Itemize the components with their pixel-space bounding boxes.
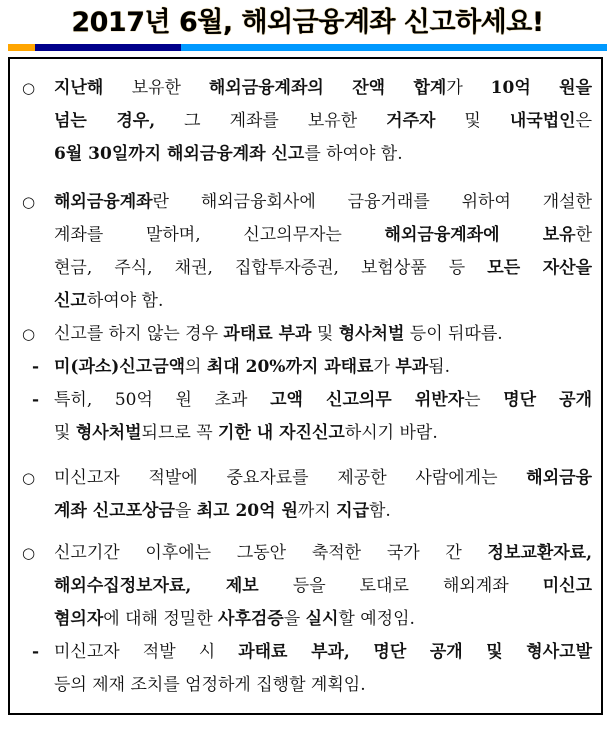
emphasis-text: 형사처벌 — [338, 324, 405, 344]
body-text: 그 계좌를 보유한 — [155, 111, 387, 131]
emphasis-text: 최대 20%까지 과태료 — [206, 357, 374, 377]
text-line — [22, 186, 592, 219]
text-line — [22, 636, 592, 669]
emphasis-text: 과태료 부과 — [223, 324, 312, 344]
bullet-paragraph — [22, 537, 592, 636]
emphasis-text: 내국법인 — [509, 111, 576, 131]
emphasis-text: 지난해 — [54, 78, 132, 98]
body-text: 신고를 하지 않는 경우 — [54, 324, 224, 344]
circle-bullet-icon: ○ — [22, 325, 36, 343]
body-text: 할 예정임. — [338, 609, 415, 629]
text-line — [22, 669, 592, 702]
body-text: 및 — [311, 324, 339, 344]
body-text: 까지 — [297, 501, 337, 521]
body-text: 란 해외금융회사에 금융거래를 위하여 개설한 — [152, 192, 592, 212]
text-line — [22, 351, 592, 384]
text-line — [22, 105, 592, 138]
dash-paragraph — [22, 636, 592, 702]
text-line — [22, 462, 592, 495]
dash-bullet-icon: - — [32, 642, 40, 662]
header-bar-sky — [181, 44, 607, 51]
dash-paragraph — [22, 351, 592, 384]
text-line — [22, 219, 592, 252]
body-text: 계좌를 말하며, 신고의무자는 — [54, 225, 385, 245]
emphasis-text: 실시 — [305, 609, 339, 629]
body-text: 을 — [174, 501, 197, 521]
body-text: 을 — [283, 609, 306, 629]
emphasis-text: 최고 20억 원 — [196, 501, 298, 521]
body-text: 되므로 꼭 — [141, 423, 219, 443]
emphasis-text: 고액 신고의무 위반자 — [270, 390, 465, 410]
body-text: 한 — [575, 225, 592, 245]
body-text: 됨. — [428, 357, 450, 377]
page-title: 2017년 6월, 해외금융계좌 신고하세요! — [71, 7, 544, 38]
text-line — [22, 603, 592, 636]
header-bar-orange — [8, 44, 35, 51]
emphasis-text: 형사처벌 — [75, 423, 142, 443]
body-text: 현금, 주식, 채권, 집합투자증권, 보험상품 등 — [54, 258, 488, 278]
body-text: 신고기간 이후에는 그동안 축적한 국가 간 — [54, 543, 488, 563]
body-text: 보유한 — [131, 78, 209, 98]
header-bar-navy — [35, 44, 181, 51]
circle-bullet-icon: ○ — [22, 79, 36, 97]
text-line — [22, 72, 592, 105]
emphasis-text: 사후검증 — [218, 609, 284, 629]
dash-paragraph — [22, 384, 592, 450]
body-text: 미신고자 적발에 중요자료를 제공한 사람에게는 — [54, 468, 527, 488]
body-text: 의 — [185, 357, 207, 377]
text-line — [22, 495, 592, 528]
emphasis-text: 기한 내 자진신고 — [218, 423, 345, 443]
text-line — [22, 138, 592, 171]
circle-bullet-icon: ○ — [22, 469, 36, 487]
circle-bullet-icon: ○ — [22, 544, 36, 562]
emphasis-text: 6월 30일까지 해외금융계좌 신고 — [54, 144, 305, 164]
emphasis-text: 넘는 경우, — [54, 111, 156, 131]
body-text: 가 — [373, 357, 396, 377]
body-text: 등의 제재 조치를 엄정하게 집행할 계획임. — [54, 675, 366, 695]
text-line — [22, 537, 592, 570]
emphasis-text: 거주자 — [386, 111, 436, 131]
body-text: 등이 뒤따름. — [404, 324, 503, 344]
body-text: 및 — [435, 111, 510, 131]
emphasis-text: 미신고 — [542, 576, 593, 596]
bullet-paragraph — [22, 462, 592, 528]
emphasis-text: 명단 공개 — [503, 390, 593, 410]
body-text: 하여야 함. — [86, 291, 164, 311]
emphasis-text: 해외금융 — [526, 468, 592, 488]
body-text: 함. — [369, 501, 391, 521]
text-line — [22, 570, 592, 603]
emphasis-text: 10억 원을 — [490, 78, 593, 98]
emphasis-text: 미(과소)신고금액 — [54, 357, 186, 377]
emphasis-text: 신고 — [54, 291, 87, 311]
emphasis-text: 혐의자 — [54, 609, 104, 629]
text-line — [22, 318, 592, 351]
body-text: 는 — [464, 390, 504, 410]
text-line — [22, 252, 592, 285]
bullet-paragraph — [22, 72, 592, 171]
body-text: 및 — [54, 423, 76, 443]
body-text: 은 — [575, 111, 593, 131]
emphasis-text: 지급 — [336, 501, 369, 521]
dash-bullet-icon: - — [32, 390, 40, 410]
dash-bullet-icon: - — [32, 357, 40, 377]
text-line — [22, 285, 592, 318]
emphasis-text: 해외금융계좌의 잔액 합계 — [208, 78, 447, 98]
body-text: 를 하여야 함. — [304, 144, 403, 164]
bullet-paragraph — [22, 318, 592, 351]
text-line — [22, 384, 592, 417]
body-text: 미신고자 적발 시 — [54, 642, 239, 662]
circle-bullet-icon: ○ — [22, 193, 36, 211]
emphasis-text: 해외금융계좌 — [54, 192, 153, 212]
emphasis-text: 해외금융계좌에 보유 — [384, 225, 576, 245]
body-text: 특히, 50억 원 초과 — [54, 390, 271, 410]
body-text: 에 대해 정밀한 — [103, 609, 219, 629]
body-text: 가 — [446, 78, 491, 98]
emphasis-text: 해외수집정보자료, 제보 — [54, 576, 259, 596]
emphasis-text: 정보교환자료, — [487, 543, 592, 563]
emphasis-text: 부과 — [395, 357, 429, 377]
emphasis-text: 과태료 부과, 명단 공개 및 형사고발 — [238, 642, 593, 662]
emphasis-text: 모든 자산을 — [487, 258, 593, 278]
emphasis-text: 계좌 신고포상금 — [54, 501, 175, 521]
body-text: 하시기 바람. — [344, 423, 438, 443]
body-text: 등을 토대로 해외계좌 — [258, 576, 543, 596]
text-line — [22, 417, 592, 450]
bullet-paragraph — [22, 186, 592, 318]
